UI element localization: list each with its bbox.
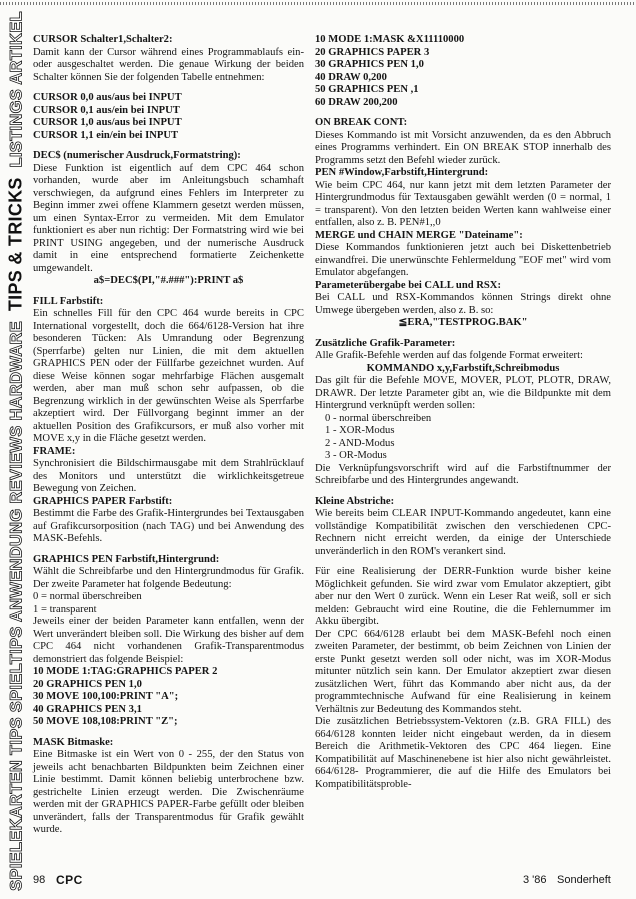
sidebar-active-section: TIPS & TRICKS [5, 177, 26, 312]
cursor-table-row: CURSOR 0,0 aus/aus bei INPUT [33, 92, 182, 103]
heading-on-break: ON BREAK CONT: [315, 117, 408, 128]
heading-parameters: Parameterübergabe bei CALL und RSX: [315, 279, 501, 291]
body-fill: Ein schnelles Fill für den CPC 464 wurde bereits in CPC International vorgestellt, doch die 664/6128-Version hat ihre besonderen Tücken: Als Umrandung oder Begrenzung (Sperrfarbe) gelten nur Linien, die mit dem aktuellen GRAPHICS PEN oder der Füllfarbe gezeichnet wurden. Auf diese Weise können sogar mehrfarbige Flächen ausgemalt werden, aber man muß schon sehr aufpassen, ob die Begrenzung wirklich in der gewünschten Weise als Sperrfarbe akzeptiert wird. Der Füllvorgang beginnt immer an der aktuellen Position des Grafikcursors, er muß also vorher mit MOVE x,y in die Fläche gesetzt werden. [33, 308, 304, 444]
heading-merge: MERGE und CHAIN MERGE "Dateiname": [315, 229, 523, 241]
code-line: 60 DRAW 200,200 [315, 96, 398, 108]
mode-item: 1 - XOR-Modus [325, 425, 395, 436]
heading-mask: MASK Bitmaske: [33, 736, 114, 748]
pen-mode-option: 1 = transparent [33, 603, 97, 615]
body-abstriche: Wie bereits beim CLEAR INPUT-Kommando angedeutet, kann eine vollständige Kompatibilität zwischen den verschiedenen CPC-Rechnern nicht erreicht werden, da einige der Unterschiede unveränderlich in den ROM's verankert sind. [315, 508, 611, 557]
sidebar-sections-upper: LISTINGS ARTIKEL [7, 11, 26, 168]
issue-number: 3 '86 [523, 874, 547, 886]
heading-dec: DEC$ (numerischer Ausdruck,Formatstring): [33, 150, 241, 161]
cursor-table-row: CURSOR 0,1 aus/ein bei INPUT [33, 104, 180, 116]
sidebar-nav-text [6, 11, 27, 891]
body-grafik-parameter-2: Das gilt für die Befehle MOVE, MOVER, PLOT, PLOTR, DRAW, DRAWR. Der letzte Parameter gibt an, wie die Bildpunkte mit dem Hintergrund verknüpft werden sollen: [315, 375, 611, 411]
code-line: 20 GRAPHICS PAPER 3 [315, 46, 430, 58]
body-grafik-parameter: Alle Grafik-Befehle werden auf das folgende Format erweitert: [315, 350, 583, 361]
page-footer [0, 870, 636, 892]
mode-item: 2 - AND-Modus [325, 437, 395, 449]
pen-mode-option: 0 = normal überschreiben [33, 591, 142, 602]
body-pen: Wie beim CPC 464, nur kann jetzt mit dem letzten Parameter der Hintergrundmodus für Textausgaben gewählt werden (0 = normal, 1 = transparent). Von den letzten beiden Werten kann wahlweise einer entfallen, also z. B. PEN#1,,0 [315, 179, 611, 228]
heading-graphics-pen: GRAPHICS PEN Farbstift,Hintergrund: [33, 553, 220, 565]
code-line: 10 MODE 1:MASK &X11110000 [315, 34, 465, 45]
body-cursor: Damit kann der Cursor während eines Programmablaufs ein- oder ausgeschaltet werden. Die genaue Wirkung der beiden Schalter können Sie der folgenden Tabelle entnehmen: [33, 46, 304, 83]
mode-item: 0 - normal überschreiben [325, 412, 432, 424]
magazine-logo: CPC [56, 873, 83, 887]
heading-cursor: CURSOR Schalter1,Schalter2: [33, 34, 173, 45]
mode-item: 3 - OR-Modus [325, 450, 387, 461]
section-sidebar [2, 11, 30, 891]
cursor-table-row: CURSOR 1,0 aus/aus bei INPUT [33, 117, 182, 128]
heading-fill: FILL Farbstift: [33, 295, 104, 307]
heading-frame: FRAME: [33, 445, 76, 457]
body-dec: Diese Funktion ist eigentlich auf dem CPC 464 schon vorhanden, wurde aber im Anleitungsbuch schamhaft verschwiegen, da aufgrund eines Fehlers im Interpreter zu Beginn immer zwei offene Klammern gesetzt werden müssen, um einen Syntax-Error zu vermeiden. Mit dem Emulator funktioniert es aber nun richtig: Der Formatstring wird wie bei PRINT USING angegeben, und der numerische Ausdruck damit in eine entsprechend formatierte Zeichenkette umgewandelt. [33, 162, 304, 274]
code-line: 40 GRAPHICS PEN 3,1 [33, 703, 142, 715]
code-line: 10 MODE 1:TAG:GRAPHICS PAPER 2 [33, 666, 218, 677]
body-frame: Synchronisiert die Bildschirmausgabe mit dem Strahlrücklauf des Monitors und unterstützt die wirklichkeitsgetreue Bewegung von Zeichen. [33, 458, 304, 494]
cursor-table-row: CURSOR 1,1 ein/ein bei INPUT [33, 129, 179, 141]
code-line: 50 GRAPHICS PEN ,1 [315, 84, 419, 95]
heading-graphics-paper: GRAPHICS PAPER Farbstift: [33, 495, 173, 507]
body-derr: Für eine Realisierung der DERR-Funktion wurde bisher keine Möglichkeit gefunden. Sie wird zwar vom Emulator akzeptiert, gibt aber nur den Wert 0 zurück. Wenn ein Leser Rat weiß, soll er sich melden: Gebraucht wird eine Routine, die die Fehlernummer im Akku übergibt. [315, 566, 611, 627]
article-column-left [33, 34, 304, 837]
article-column-right [315, 34, 611, 791]
code-line: 50 MOVE 108,108:PRINT "Z"; [33, 716, 178, 727]
page-number: 98 [33, 874, 46, 886]
body-on-break: Dieses Kommando ist mit Vorsicht anzuwenden, da es den Abbruch eines Programms verhindert. Ein ON BREAK STOP innerhalb des Programms setzt den Befehl wieder zurück. [315, 129, 611, 166]
code-era: ≦ERA,"TESTPROG.BAK" [398, 317, 528, 328]
sidebar-sections-lower: SPIELEKARTEN TIPS SPIELTIPS ANWENDUNG REVIEWS HARDWARE [7, 320, 26, 891]
code-kommando: KOMMANDO x,y,Farbstift,Schreibmodus [366, 362, 560, 374]
code-dec: a$=DEC$(PI,"#.###"):PRINT a$ [93, 275, 244, 286]
top-rule [0, 2, 636, 5]
code-line: 20 GRAPHICS PEN 1,0 [33, 678, 142, 690]
body-graphics-paper: Bestimmt die Farbe des Grafik-Hintergrundes bei Textausgaben auf Grafikcursorposition (nach TAG) und bei Anwendung des MASK-Befehls. [33, 508, 304, 544]
body-merge: Diese Kommandos funktionieren jetzt auch bei Diskettenbetrieb einwandfrei. Die unerwünschte Fehlermeldung "EOF met" wird vom Emulator abgefangen. [315, 242, 611, 278]
body-parameters: Bei CALL und RSX-Kommandos können Strings direkt ohne Umwege übergeben werden, also z. B. so: [315, 292, 611, 316]
code-line: 30 GRAPHICS PEN 1,0 [315, 59, 424, 70]
heading-abstriche: Kleine Abstriche: [315, 495, 395, 507]
code-line: 40 DRAW 0,200 [315, 71, 387, 83]
body-graphics-pen-2: Jeweils einer der beiden Parameter kann entfallen, wenn der Wert unverändert bleiben soll. Die Wirkung des bisher auf dem CPC 464 nicht vorhandenen Grafik-Transparentmodus demonstriert das folgende Beispiel: [33, 616, 304, 665]
body-mask: Eine Bitmaske ist ein Wert von 0 - 255, der den Status von jeweils acht benachbarten Bildpunkten beim Zeichnen einer Linie bestimmt. Damit können beliebig unterbrochene bzw. gestrichelte Linien erzeugt werden. Die Zwischenräume werden mit der GRAPHICS PAPER-Farbe gefüllt oder bleiben unverändert, falls der Transparentmodus für Grafik gewählt wurde. [33, 749, 304, 835]
issue-label: Sonderheft [557, 874, 611, 886]
heading-grafik-parameter: Zusätzliche Grafik-Parameter: [315, 337, 456, 349]
body-mask-param: Der CPC 664/6128 erlaubt bei dem MASK-Befehl noch einen zweiten Parameter, der bestimmt, ob beim Zeichnen von Linien der erste Punkt gesetzt werden soll oder nicht, was im XOR-Modus mitunter nützlich sein kann. Der Emulator akzeptiert zwar diesen zusätzlichen Wert, führt das Kommando aber nicht aus, da der programmtechnische Aufwand für eine Realisierung in keinem Verhältnis zur Bedeutung des Kommandos steht. [315, 628, 611, 715]
body-graphics-pen: Wählt die Schreibfarbe und den Hintergrundmodus für Grafik. Der zweite Parameter hat folgende Bedeutung: [33, 566, 304, 590]
heading-pen: PEN #Window,Farbstift,Hintergrund: [315, 167, 489, 178]
body-vectors: Die zusätzlichen Betriebssystem-Vektoren (z.B. GRA FILL) des 664/6128 konnten leider nicht eingebaut werden, da in diesem Bereich die Arithmetik-Vektoren des CPC 464 liegen. Eine Kompatibilität auf Maschinenebene ist hier also nicht gewährleistet. 664/6128- Programmierer, die auf die Hilfe des Emulators bei Kompatibilitätsproble- [315, 716, 611, 790]
code-line: 30 MOVE 100,100:PRINT "A"; [33, 691, 179, 702]
body-grafik-parameter-3: Die Verknüpfungsvorschrift wird auf die Farbstiftnummer der Schreibfarbe und des Hintergrundes angewandt. [315, 462, 611, 486]
